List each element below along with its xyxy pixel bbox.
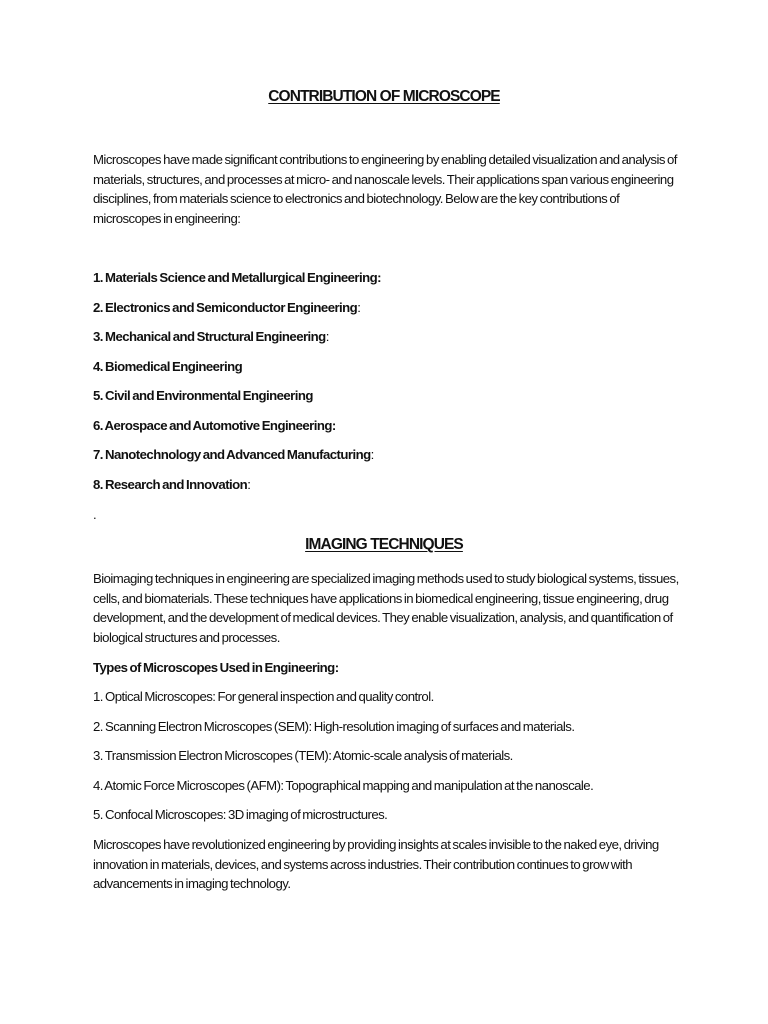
- contribution-item-5: [93, 387, 683, 405]
- contribution-suffix: :: [370, 447, 374, 462]
- document-title: CONTRIBUTION OF MICROSCOPE: [268, 88, 500, 105]
- contribution-label: 1. Materials Science and Metallurgical Engineering:: [93, 270, 381, 285]
- contribution-label: 4. Biomedical Engineering: [93, 359, 243, 374]
- contribution-item-2: [93, 299, 683, 317]
- conclusion-paragraph: Microscopes have revolutionized engineering by providing insights at scales invisible to the naked eye, driving innovation in materials, devices, and systems across industries. Their contribution continues to grow with advancements in imaging technology.: [93, 837, 659, 891]
- section-title-imaging: IMAGING TECHNIQUES: [305, 536, 463, 553]
- contribution-item-4: [93, 358, 683, 376]
- contribution-label: 2. Electronics and Semiconductor Engineering: [93, 300, 358, 315]
- type-item-4: 4. Atomic Force Microscopes (AFM): Topographical mapping and manipulation at the nanoscale.: [93, 778, 594, 793]
- contribution-label: 3. Mechanical and Structural Engineering: [93, 329, 326, 344]
- contribution-label: 6. Aerospace and Automotive Engineering:: [93, 418, 336, 433]
- bioimaging-paragraph: Bioimaging techniques in engineering are specialized imaging methods used to study biological systems, tissues, cells, and biomaterials. These techniques have applications in biomedical engineering, tissue engineering, drug development, and the development of medical devices. They enable visualization, analysis, and quantification of biological structures and processes.: [93, 571, 679, 645]
- contribution-suffix: :: [325, 329, 329, 344]
- stray-dot: .: [93, 507, 97, 522]
- contribution-item-1: [93, 269, 683, 287]
- contribution-label: 5. Civil and Environmental Engineering: [93, 388, 313, 403]
- contribution-suffix: :: [357, 300, 361, 315]
- contribution-item-8: [93, 476, 683, 494]
- type-item-3: 3. Transmission Electron Microscopes (TEM): Atomic-scale analysis of materials.: [93, 748, 513, 763]
- contribution-label: 7. Nanotechnology and Advanced Manufacturing: [93, 447, 371, 462]
- contribution-label: 8. Research and Innovation: [93, 477, 248, 492]
- type-item-2: 2. Scanning Electron Microscopes (SEM): High-resolution imaging of surfaces and materials.: [93, 719, 575, 734]
- type-item-5: 5. Confocal Microscopes: 3D imaging of microstructures.: [93, 807, 388, 822]
- type-item-1: 1. Optical Microscopes: For general inspection and quality control.: [93, 689, 434, 704]
- contribution-item-7: [93, 446, 683, 464]
- contribution-item-6: [93, 417, 683, 435]
- contribution-item-3: [93, 328, 683, 346]
- intro-paragraph: Microscopes have made significant contributions to engineering by enabling detailed visualization and analysis of materials, structures, and processes at micro- and nanoscale levels. Their applications span various engineering disciplines, from materials science to electronics and biotechnology. Below are the key contributions of microscopes in engineering:: [93, 152, 677, 226]
- contribution-suffix: :: [247, 477, 251, 492]
- types-heading: Types of Microscopes Used in Engineering:: [93, 660, 339, 675]
